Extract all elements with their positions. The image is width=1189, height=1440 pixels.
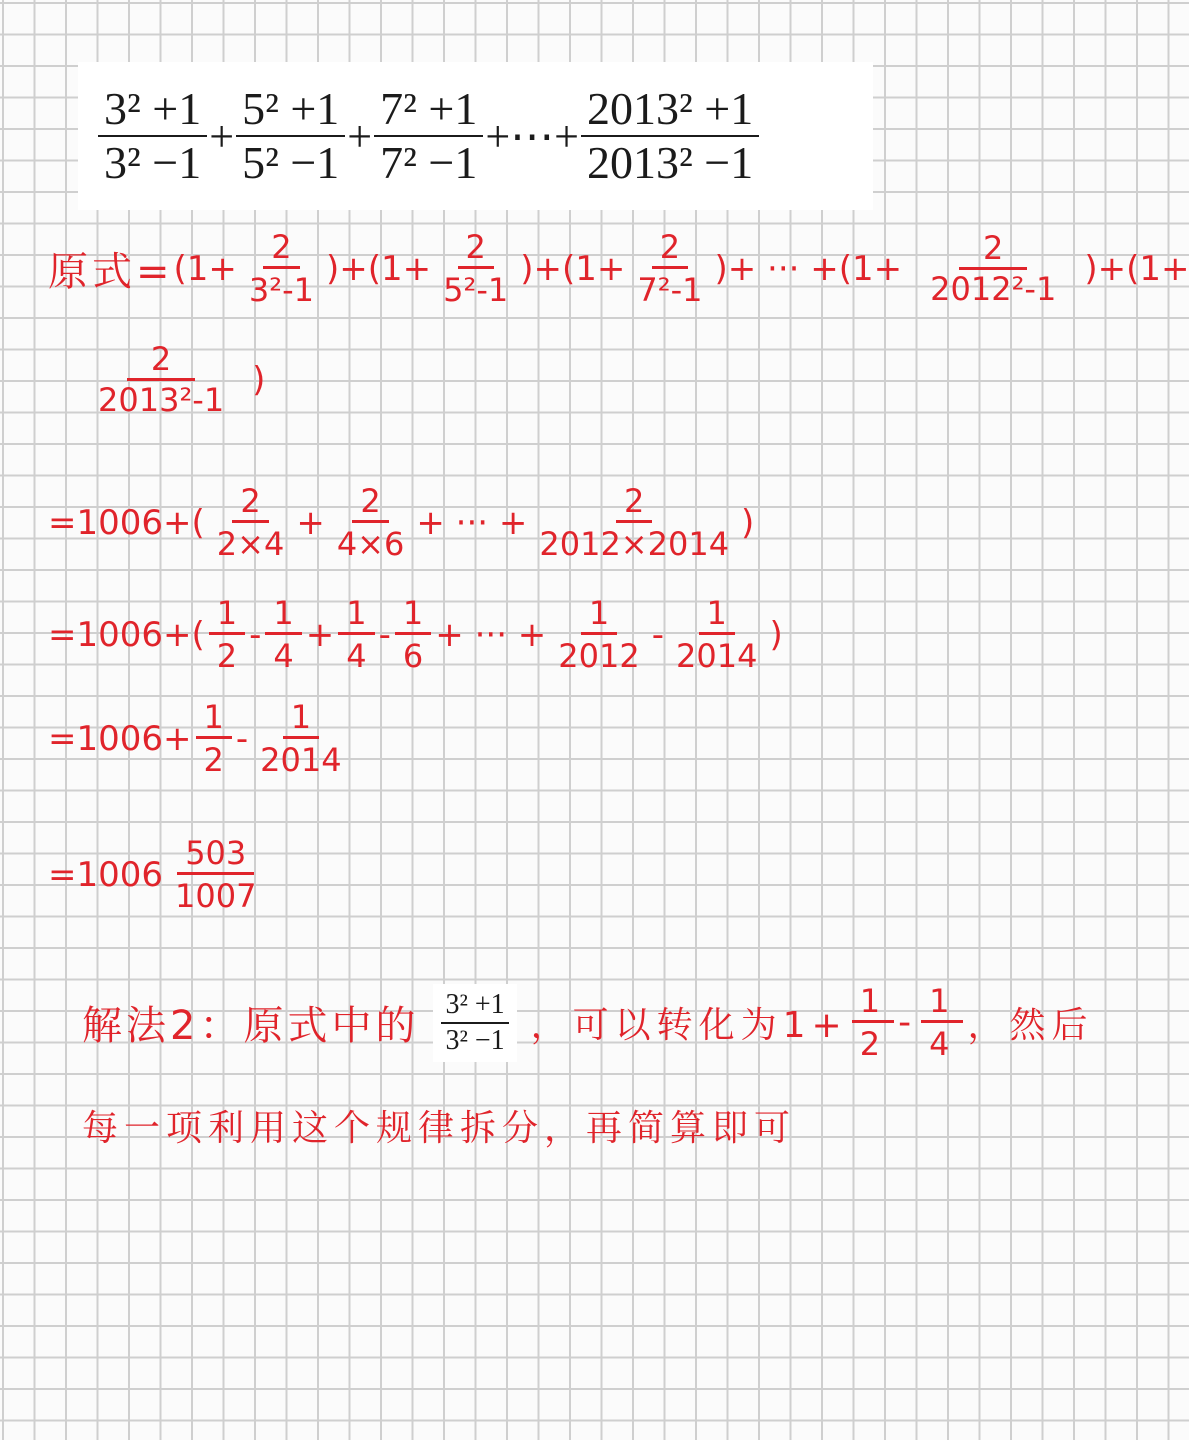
problem-term: $\frac{\text{7² +1}}{\text{7² −1}}$: [374, 83, 483, 189]
fraction: $\frac{2}{2012\times 2014}$: [539, 482, 730, 563]
fraction: $\frac{1}{2}$: [852, 982, 894, 1063]
step4-line: =1006+ $\frac{1}{2}$ - 1 2014: [48, 698, 354, 779]
fraction: $\frac{2}{\text{5²-1}}$: [443, 228, 509, 309]
plus-sign: +: [347, 111, 373, 161]
fraction: 2 2×4: [216, 482, 285, 563]
final-answer-line: [48, 834, 268, 915]
step3-line: =1006+( 1 2 - 1 4 + $\frac{1}{4}$ - 1 6 + ··· + $\frac{1}{2012}$ - 1 2014 ): [48, 594, 783, 675]
fraction: $\frac{1}{2}$: [196, 698, 232, 779]
fraction: 1 4: [921, 982, 963, 1063]
fraction: $\frac{2}{4\times 6}$: [336, 482, 405, 563]
mixed-number: =1006 503 1007: [48, 834, 268, 915]
fraction: $\frac{1}{4}$: [338, 594, 374, 675]
step2-line: =1006+( 2 2×4 + $\frac{2}{4\times 6}$ + ··· + $\frac{2}{2012\times 2014}$ ): [48, 482, 755, 563]
method2-line-continued: 每一项利用这个规律拆分，再简算即可: [82, 1108, 797, 1149]
plus-sign: +: [209, 111, 235, 161]
fraction: 1 2014: [260, 698, 342, 779]
step1-line-continued: 2 2013²-1 ): [70, 340, 265, 419]
method2-label: 解法2：原式中的: [82, 1003, 420, 1049]
fraction: 1 2: [209, 594, 245, 675]
method2-line: 解法2：原式中的 3² +1 3² −1 ，可以转化为1+ $\frac{1}{2}$ - 1 4 ，然后: [82, 982, 1094, 1063]
fraction: 1 2014: [676, 594, 758, 675]
fraction: $\frac{2}{\text{3²-1}}$: [248, 228, 314, 309]
problem-expression: [78, 62, 873, 210]
problem-term: 3² +1 3² −1: [98, 83, 207, 189]
fraction: $\frac{2}{\text{7²-1}}$: [637, 228, 703, 309]
fraction: 2 2013²-1: [98, 340, 225, 419]
step1-label: 原式=: [48, 249, 174, 295]
fraction: $\frac{2}{\text{2012²-1}}$: [930, 229, 1057, 308]
problem-term: $\frac{\text{2013² +1}}{\text{2013² −1}}$: [581, 83, 759, 189]
mini-fraction: 3² +1 3² −1: [433, 984, 516, 1062]
fraction: 1 6: [395, 594, 431, 675]
fraction: 1 4: [265, 594, 301, 675]
step1-line: 原式= (1+ $\frac{2}{\text{3²-1}}$ )+(1+ $\frac{2}{\text{5²-1}}$ )+(1+ $\frac{2}{\text{7²-1}}$ )+ ··· +(1+ $\frac{2}{\text{2012²-1}}$ )+(1+: [48, 228, 1189, 309]
ellipsis-sign: +⋯+: [485, 111, 579, 161]
fraction: $\frac{1}{2012}$: [558, 594, 640, 675]
fraction: 503 1007: [175, 834, 257, 915]
problem-term: $\frac{\text{5² +1}}{\text{5² −1}}$: [236, 83, 345, 189]
